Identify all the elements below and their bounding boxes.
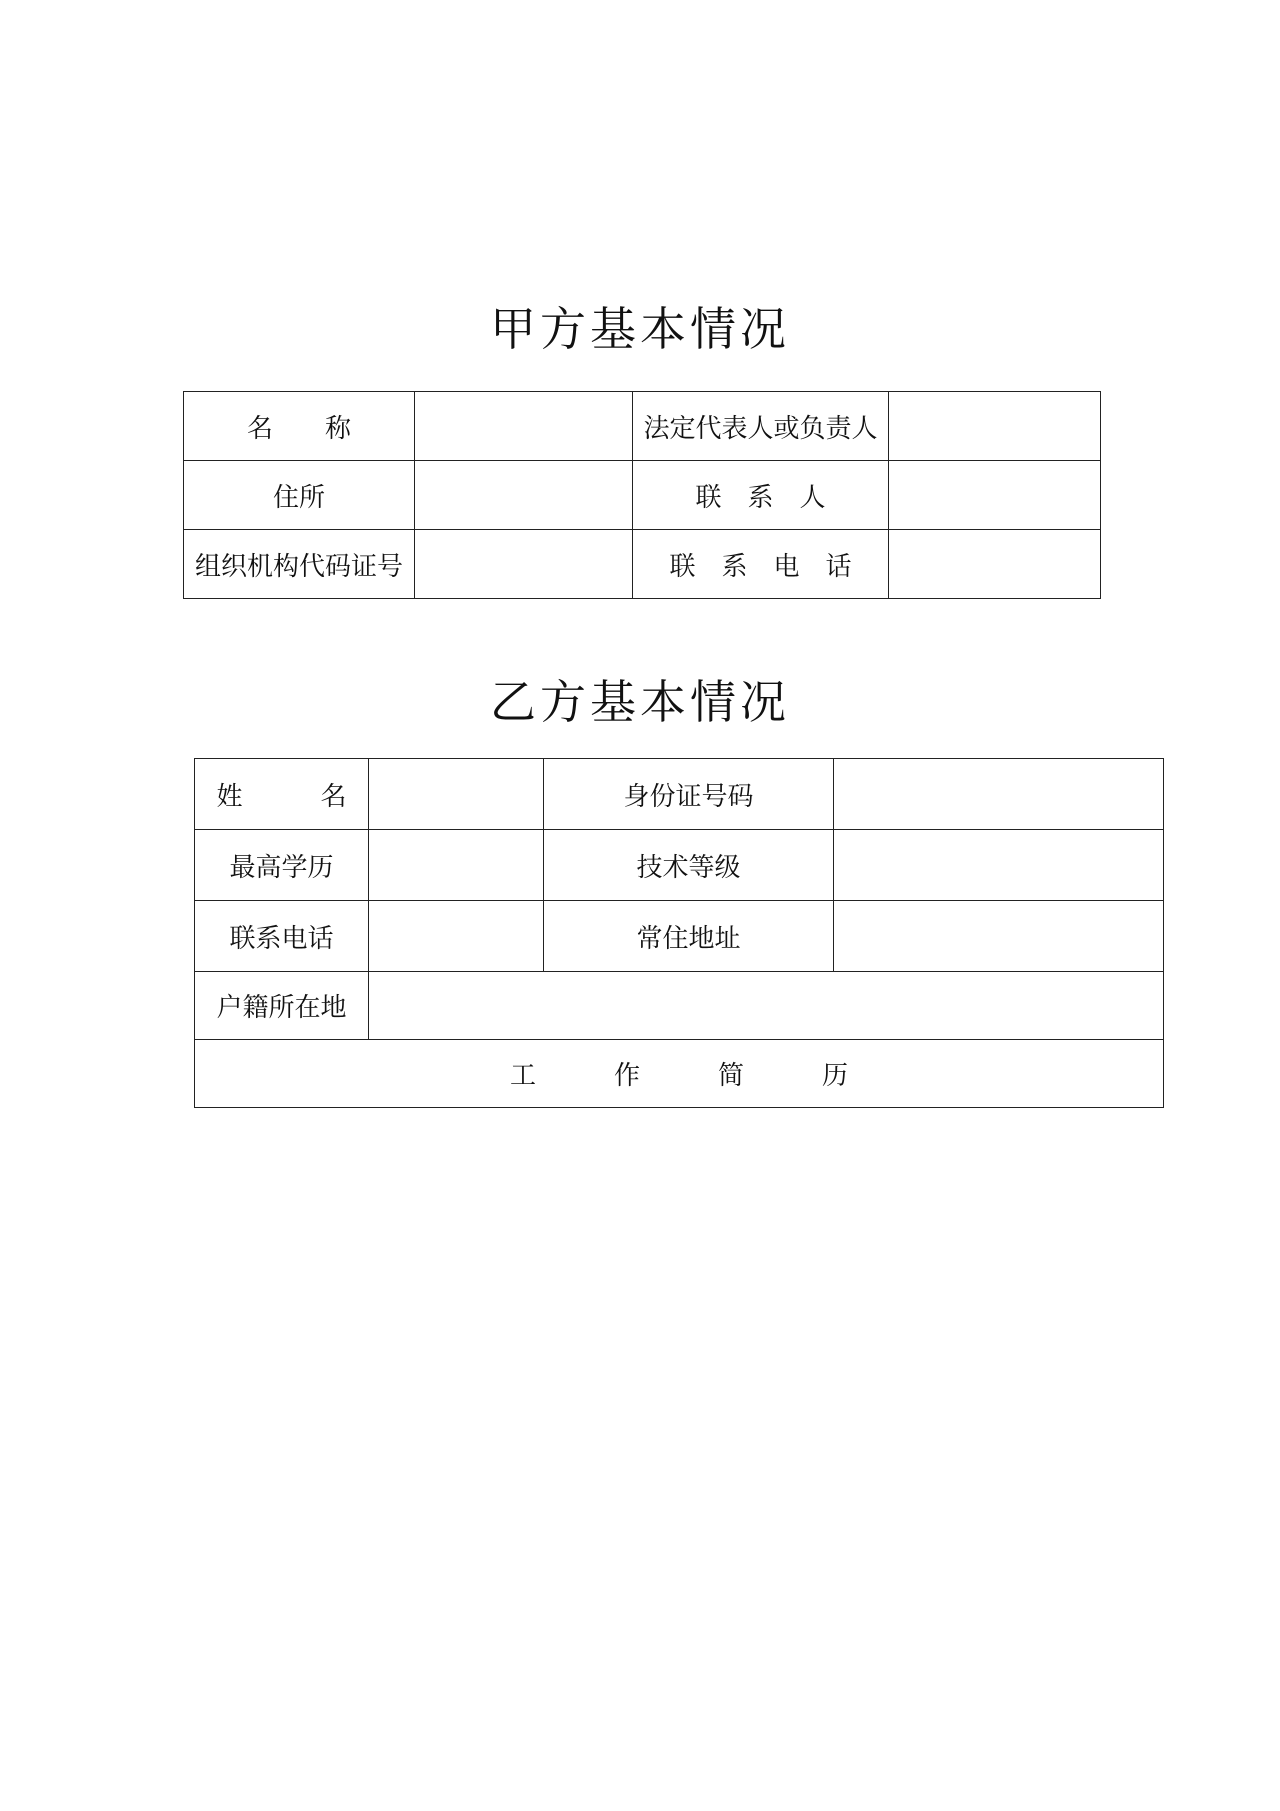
table-row: [184, 392, 1101, 461]
table-row: [195, 972, 1164, 1040]
education-label: 最高学历: [195, 830, 369, 901]
phone-field[interactable]: [369, 901, 544, 972]
party-a-table: [183, 391, 1101, 599]
table-row: [195, 1040, 1164, 1108]
education-field[interactable]: [369, 830, 544, 901]
table-row: [195, 901, 1164, 972]
residence-address-field[interactable]: [834, 901, 1164, 972]
skill-level-field[interactable]: [834, 830, 1164, 901]
party-b-title: 乙方基本情况: [490, 675, 790, 729]
party-a-title: 甲方基本情况: [490, 302, 790, 356]
org-code-field[interactable]: [415, 530, 633, 599]
name-field[interactable]: [415, 392, 633, 461]
contact-person-label: 联 系 人: [633, 461, 889, 530]
id-number-field[interactable]: [834, 759, 1164, 830]
phone-field[interactable]: [889, 530, 1101, 599]
address-label: 住所: [184, 461, 415, 530]
table-row: [184, 530, 1101, 599]
domicile-label: 户籍所在地: [195, 972, 369, 1040]
work-resume-header: 工 作 简 历: [195, 1040, 1164, 1108]
full-name-field[interactable]: [369, 759, 544, 830]
table-row: [195, 830, 1164, 901]
full-name-label: 姓 名: [195, 759, 369, 830]
table-row: [184, 461, 1101, 530]
contact-person-field[interactable]: [889, 461, 1101, 530]
phone-label: 联系电话: [195, 901, 369, 972]
org-code-label: 组织机构代码证号: [184, 530, 415, 599]
phone-label: 联 系 电 话: [633, 530, 889, 599]
party-b-table: [194, 758, 1164, 1108]
legal-representative-label: 法定代表人或负责人: [633, 392, 889, 461]
legal-representative-field[interactable]: [889, 392, 1101, 461]
name-label: 名 称: [184, 392, 415, 461]
skill-level-label: 技术等级: [544, 830, 834, 901]
address-field[interactable]: [415, 461, 633, 530]
domicile-field[interactable]: [369, 972, 1164, 1040]
residence-address-label: 常住地址: [544, 901, 834, 972]
table-row: [195, 759, 1164, 830]
id-number-label: 身份证号码: [544, 759, 834, 830]
